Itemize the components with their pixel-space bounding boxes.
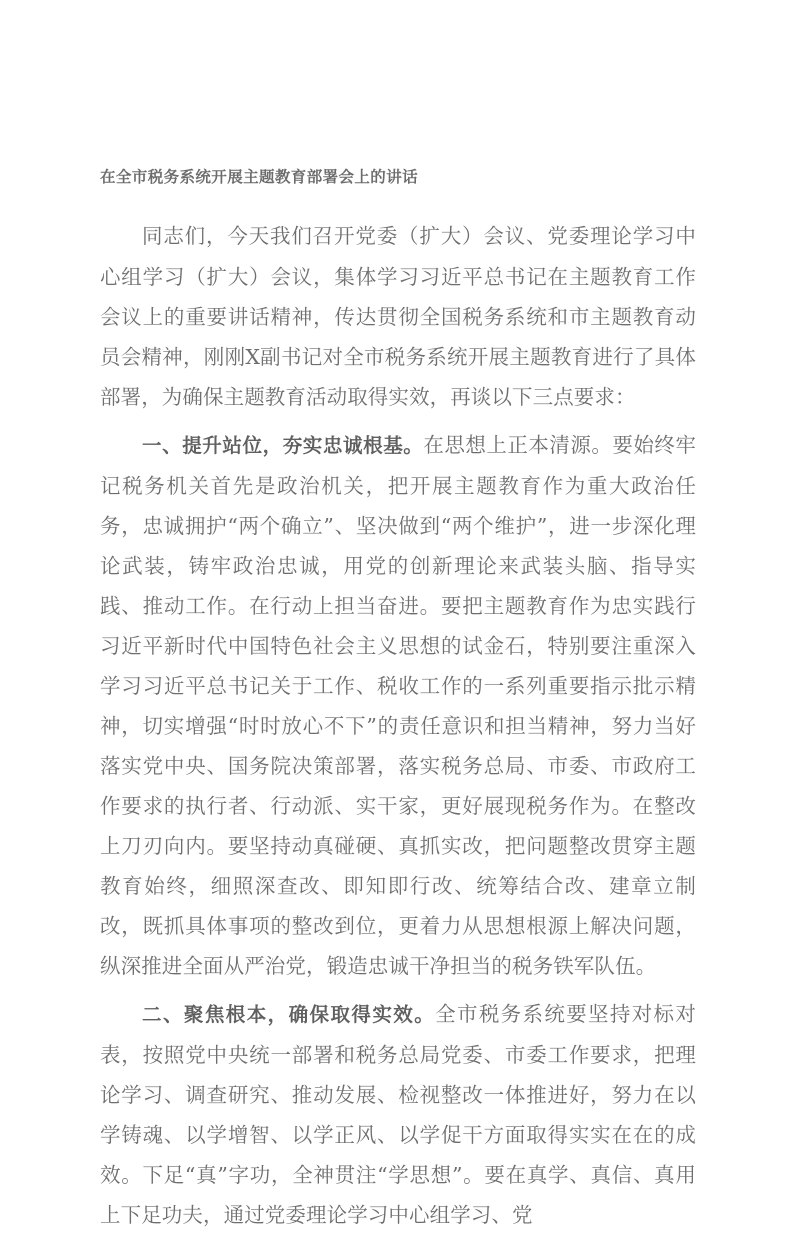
paragraph-lead-section-one: 一、提升站位，夯实忠诚根基。 bbox=[142, 434, 424, 457]
paragraph-text-section-one: 在思想上正本清源。要始终牢记税务机关首先是政治机关，把开展主题教育作为重大政治任务，忠诚拥护“两个确立”、坚决做到“两个维护”，进一步深化理论武装，铸牢政治忠诚，用党的创新理论来武装头脑、指导实践、推动工作。在行动上担当奋进。要把主题教育作为忠实践行习近平新时代中国特色社会主义思想的试金石，特别要注重深入学习习近平总书记关于工作、税收工作的一系列重要指示批示精神，切实增强“时时放心不下”的责任意识和担当精神，努力当好落实党中央、国务院决策部署，落实税务总局、市委、市政府工作要求的执行者、行动派、实干家，更好展现税务作为。在整改上刀刃向内。要坚持动真碰硬、真抓实改，把问题整改贯穿主题教育始终，细照深查改、即知即行改、统筹结合改、建章立制改，既抓具体事项的整改到位，更着力从思想根源上解决问题，纵深推进全面从严治党，锻造忠诚干净担当的税务铁军队伍。 bbox=[100, 433, 696, 978]
page-title: 在全市税务系统开展主题教育部署会上的讲话 bbox=[100, 168, 419, 186]
document-body bbox=[100, 164, 696, 1235]
paragraph-text-section-two: 全市税务系统要坚持对标对表，按照党中央统一部署和税务总局党委、市委工作要求，把理论学习、调查研究、推动发展、检视整改一体推进好，努力在以学铸魂、以学增智、以学正风、以学促干方面取得实实在在的成效。下足“真”字功，全神贯注“学思想”。要在真学、真信、真用上下足功夫，通过党委理论学习中心组学习、党 bbox=[100, 1002, 696, 1227]
paragraph-opening bbox=[100, 216, 696, 417]
paragraph-section-two bbox=[100, 994, 696, 1235]
paragraph-section-one bbox=[100, 425, 696, 986]
paragraph-lead-section-two: 二、聚焦根本，确保取得实效。 bbox=[142, 1003, 436, 1026]
paragraph-text-opening: 同志们，今天我们召开党委（扩大）会议、党委理论学习中心组学习（扩大）会议，集体学习习近平总书记在主题教育工作会议上的重要讲话精神，传达贯彻全国税务系统和市主题教育动员会精神，刚刚X副书记对全市税务系统开展主题教育进行了具体部署，为确保主题教育活动取得实效，再谈以下三点要求： bbox=[100, 224, 696, 409]
